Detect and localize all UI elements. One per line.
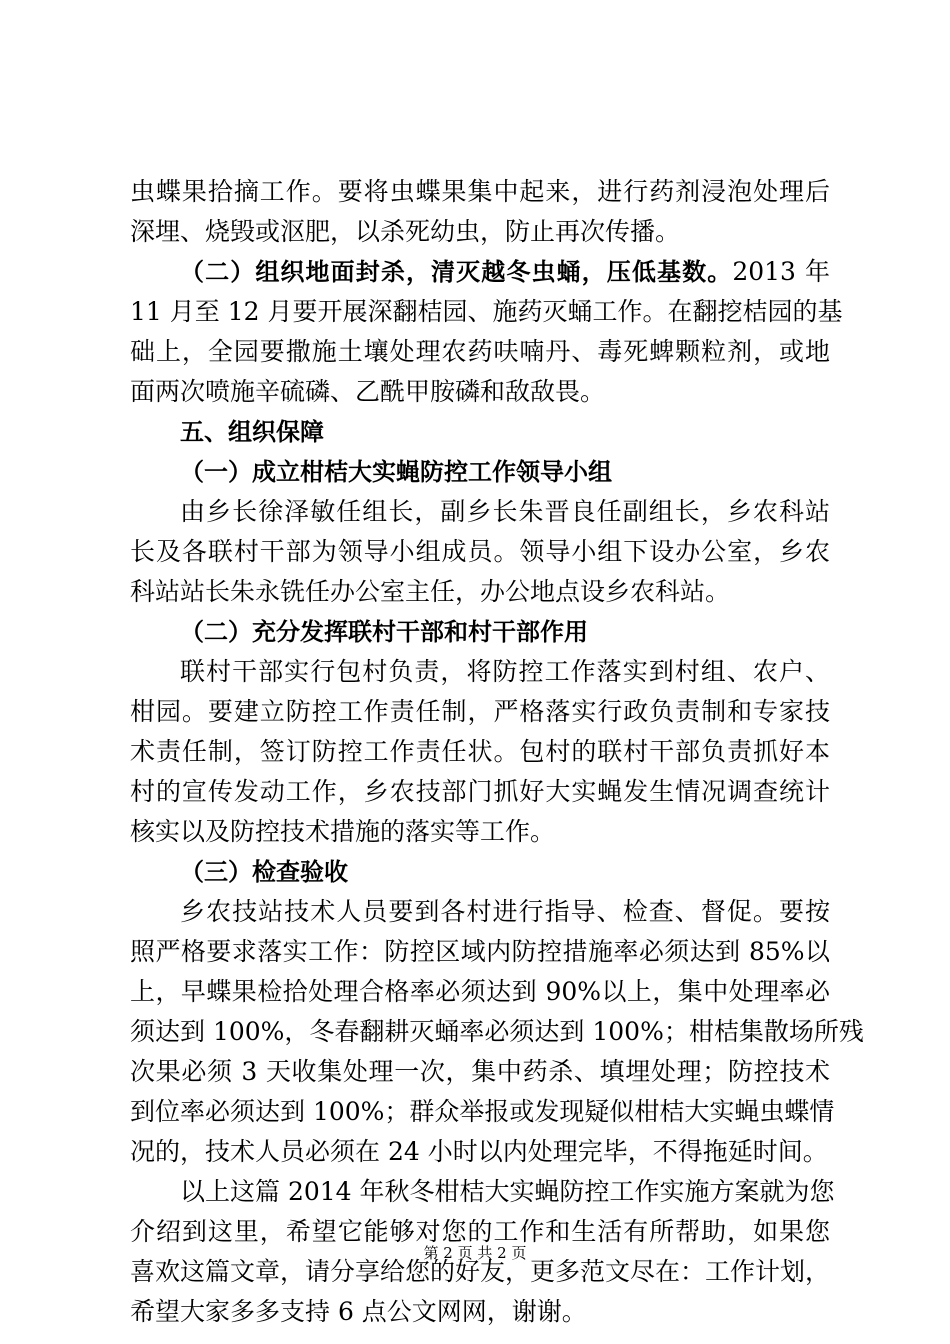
- paragraph-first-line: 乡农技站技术人员要到各村进行指导、检查、督促。要按: [180, 897, 830, 926]
- paragraph-line: 虫蝶果拾摘工作。要将虫蝶果集中起来，进行药剂浸泡处理后: [130, 177, 830, 206]
- paragraph-last-line: 希望大家多多支持 6 点公文网网，谢谢。: [130, 1297, 587, 1326]
- section-heading: （二）充分发挥联村干部和村干部作用: [180, 618, 588, 646]
- paragraph-last-line: 况的，技术人员必须在 24 小时以内处理完毕，不得拖延时间。: [130, 1137, 828, 1166]
- paragraph-line: 柑园。要建立防控工作责任制，严格落实行政负责制和专家技: [130, 697, 830, 726]
- paragraph-line: 照严格要求落实工作：防控区域内防控措施率必须达到 85%以: [130, 937, 830, 966]
- paragraph-line: 须达到 100%，冬春翻耕灭蛹率必须达到 100%；柑桔集散场所残: [130, 1017, 864, 1046]
- paragraph-line: 次果必须 3 天收集处理一次，集中药杀、填埋处理；防控技术: [130, 1057, 830, 1086]
- section-heading: 五、组织保障: [180, 418, 324, 446]
- line-text: 2013 年: [732, 257, 831, 286]
- paragraph-line: 11 月至 12 月要开展深翻桔园、施药灭蛹工作。在翻挖桔园的基: [130, 297, 843, 326]
- document-body: [130, 172, 864, 1332]
- paragraph-last-line: 科站站长朱永铣任办公室主任，办公地点设乡农科站。: [130, 577, 731, 606]
- paragraph-line: 村的宣传发动工作，乡农技部门抓好大实蝇发生情况调查统计: [130, 777, 830, 806]
- paragraph-line: 到位率必须达到 100%；群众举报或发现疑似柑桔大实蝇虫蝶情: [130, 1097, 835, 1126]
- section-heading: （三）检查验收: [180, 858, 348, 886]
- paragraph-line: 术责任制，签订防控工作责任状。包村的联村干部负责抓好本: [130, 737, 830, 766]
- paragraph-first-line: 以上这篇 2014 年秋冬柑桔大实蝇防控工作实施方案就为您: [180, 1177, 835, 1206]
- page-footer: 第 2 页 共 2 页: [423, 1244, 527, 1262]
- paragraph-last-line: 深埋、烧毁或沤肥，以杀死幼虫，防止再次传播。: [130, 217, 681, 246]
- section-heading: （一）成立柑桔大实蝇防控工作领导小组: [180, 458, 612, 486]
- paragraph-line: 长及各联村干部为领导小组成员。领导小组下设办公室，乡农: [130, 537, 830, 566]
- paragraph-last-line: 面两次喷施辛硫磷、乙酰甲胺磷和敌敌畏。: [130, 377, 606, 406]
- paragraph-line: 介绍到这里，希望它能够对您的工作和生活有所帮助，如果您: [130, 1217, 830, 1246]
- bold-lead-text: （二）组织地面封杀，清灭越冬虫蛹，压低基数。: [180, 258, 733, 286]
- paragraph-line: 上，早蝶果检拾处理合格率必须达到 90%以上，集中处理率必: [130, 977, 830, 1006]
- paragraph-line-with-bold-lead: [130, 252, 830, 292]
- paragraph-last-line: 核实以及防控技术措施的落实等工作。: [130, 817, 556, 846]
- paragraph-first-line: 联村干部实行包村负责，将防控工作落实到村组、农户、: [180, 657, 830, 686]
- paragraph-line: 础上，全园要撒施土壤处理农药呋喃丹、毒死蜱颗粒剂，或地: [130, 337, 830, 366]
- paragraph-line: 喜欢这篇文章，请分享给您的好友，更多范文尽在：工作计划，: [130, 1257, 831, 1286]
- paragraph-first-line: 由乡长徐泽敏任组长，副乡长朱晋良任副组长，乡农科站: [180, 497, 830, 526]
